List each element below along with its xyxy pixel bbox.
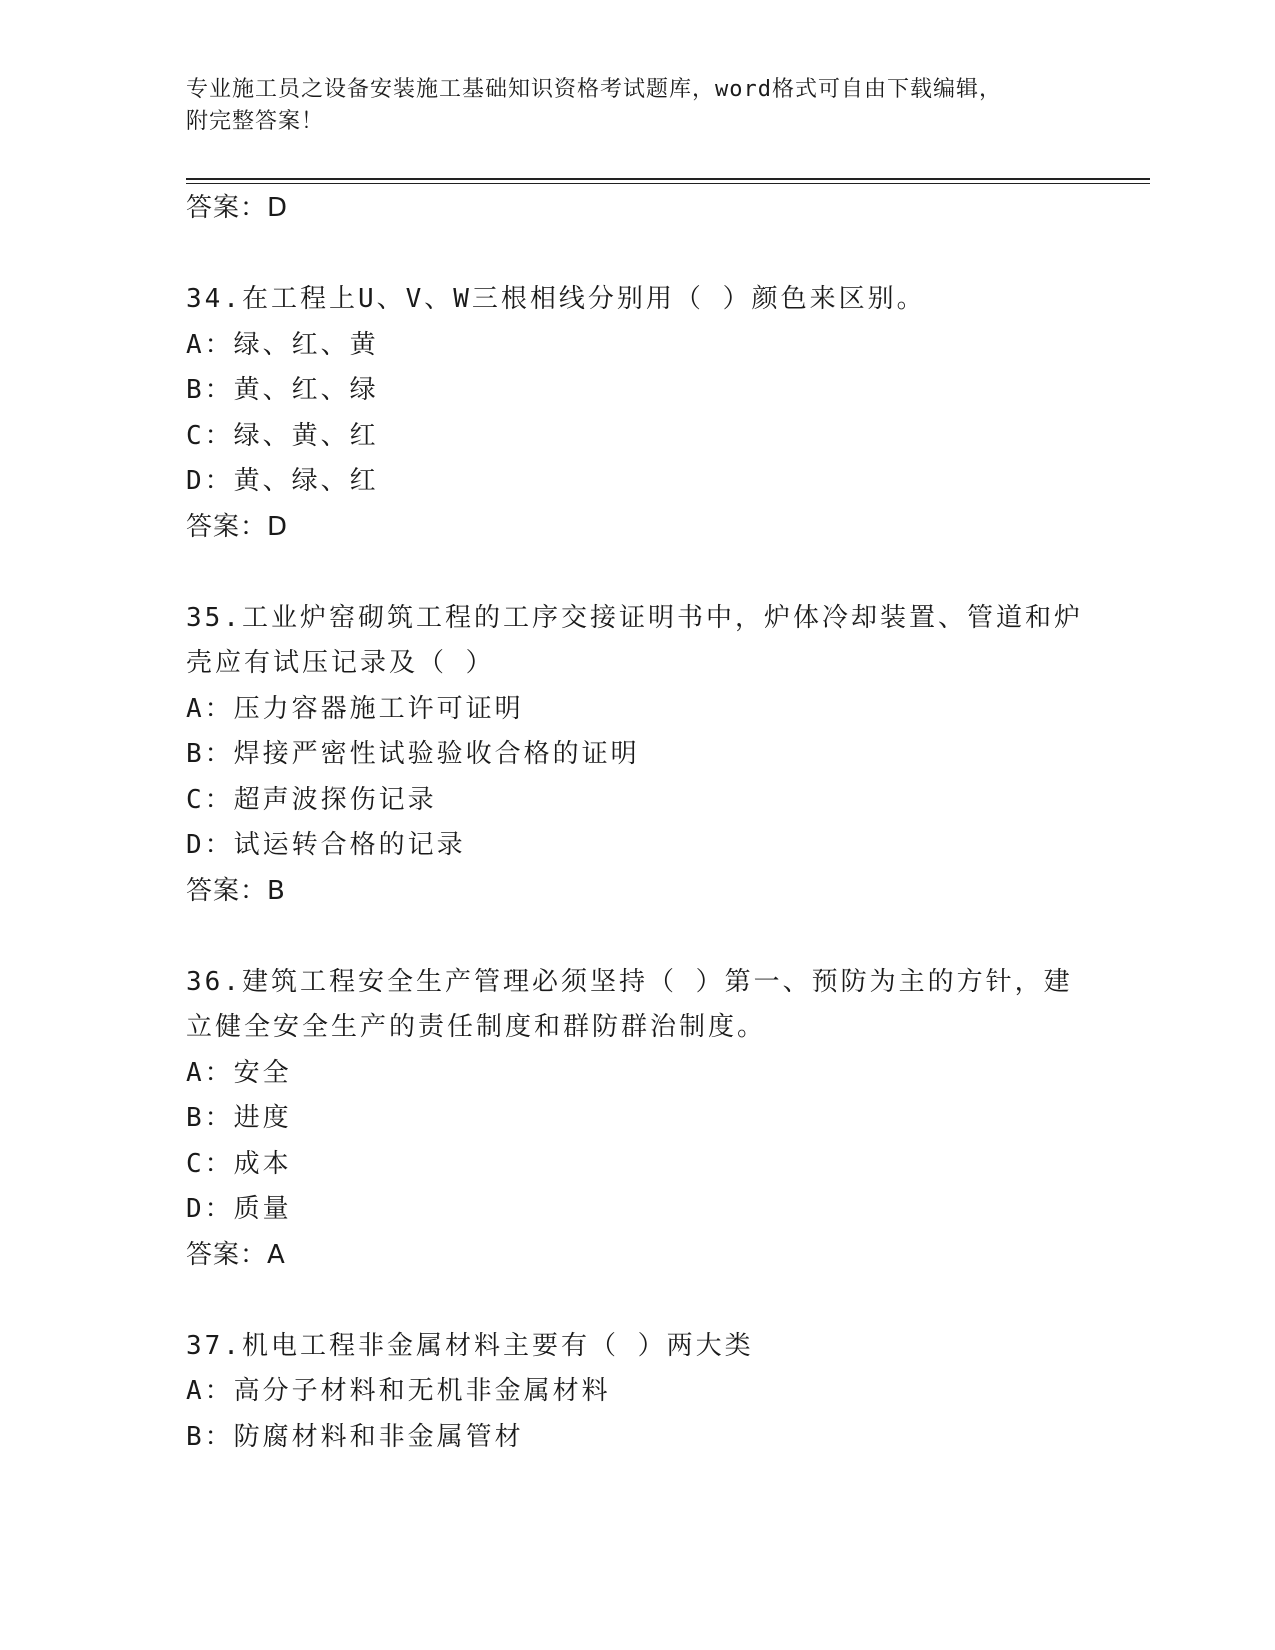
question-text-continued: 壳应有试压记录及（ ）: [186, 648, 495, 678]
option-c: C：成本: [186, 1148, 292, 1179]
answer-line: 答案：D: [186, 193, 289, 223]
question-text: 37.机电工程非金属材料主要有（ ）两大类: [186, 1330, 754, 1361]
answer-line: 答案：B: [186, 875, 286, 906]
option-c: C：绿、黄、红: [186, 420, 379, 451]
option-b: B：黄、红、绿: [186, 375, 379, 405]
spacer: [186, 232, 1086, 278]
option-d: D：试运转合格的记录: [186, 830, 466, 860]
spacer: [186, 1278, 1086, 1324]
questions-body: [186, 186, 1086, 1460]
header-divider-thin: [186, 183, 1150, 184]
header-line-2: 附完整答案！: [186, 109, 325, 134]
option-a: A：绿、红、黄: [186, 329, 379, 360]
question-34: [186, 277, 1086, 550]
answer-line: 答案：A: [186, 1239, 286, 1270]
document-header: [186, 74, 1086, 138]
header-line-1: 专业施工员之设备安装施工基础知识资格考试题库，word格式可自由下载编辑，: [186, 77, 1002, 102]
option-a: A：压力容器施工许可证明: [186, 693, 524, 724]
question-36: [186, 960, 1086, 1279]
option-b: B：进度: [186, 1103, 292, 1133]
option-b: B：焊接严密性试验验收合格的证明: [186, 739, 640, 769]
answer-line: 答案：D: [186, 511, 289, 542]
option-b: B：防腐材料和非金属管材: [186, 1421, 524, 1452]
question-37: [186, 1324, 1086, 1461]
spacer: [186, 914, 1086, 960]
option-a: A：安全: [186, 1057, 292, 1088]
spacer: [186, 550, 1086, 596]
question-text-continued: 立健全安全生产的责任制度和群防群治制度。: [186, 1012, 767, 1042]
option-c: C：超声波探伤记录: [186, 784, 437, 815]
option-d: D：黄、绿、红: [186, 466, 379, 496]
question-text: 35.工业炉窑砌筑工程的工序交接证明书中，炉体冷却装置、管道和炉: [186, 602, 1083, 633]
question-35: [186, 596, 1086, 915]
question-text: 34.在工程上U、V、W三根相线分别用（ ）颜色来区别。: [186, 284, 926, 314]
option-d: D：质量: [186, 1194, 292, 1224]
header-divider-thick: [186, 178, 1150, 180]
option-a: A：高分子材料和无机非金属材料: [186, 1376, 611, 1406]
question-text: 36.建筑工程安全生产管理必须坚持（ ）第一、预防为主的方针，建: [186, 966, 1073, 997]
